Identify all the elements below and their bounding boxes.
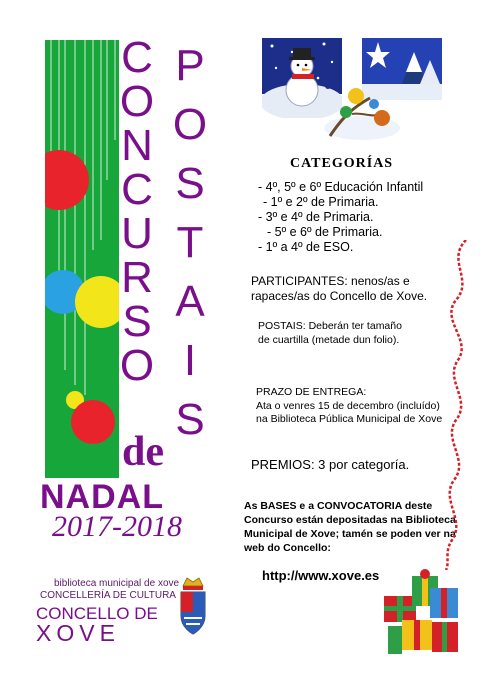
title-de: de <box>122 429 164 475</box>
postais-text <box>258 320 402 347</box>
title-letter: I <box>183 336 197 385</box>
bases-line: Concurso están depositadas na Biblioteca <box>244 514 456 526</box>
title-letter: A <box>175 277 205 326</box>
title-letter: S <box>175 395 205 444</box>
title-letter: R <box>121 253 153 302</box>
town-name: XOVE <box>36 620 120 646</box>
title-nadal: NADAL <box>40 478 164 516</box>
ribbon-decoration <box>436 240 478 575</box>
postais-line: de cuartilla (metade dun folio). <box>258 333 400 346</box>
deadline-line: na Biblioteca Pública Municipal de Xove <box>256 413 443 425</box>
title-letter: O <box>172 100 208 149</box>
title-letter: O <box>119 341 155 390</box>
list-item: - 5º e 6º de Primaria. <box>267 225 383 239</box>
list-item: - 4º, 5º e 6º Educación Infantil <box>258 180 424 194</box>
categories-title: CATEGORÍAS <box>290 156 394 171</box>
title-letter: C <box>121 165 153 214</box>
bases-line: web do Concello: <box>244 542 331 554</box>
title-letter: T <box>176 218 204 267</box>
deadline-text <box>256 386 442 427</box>
list-item: - 1º a 4º de ESO. <box>258 240 354 254</box>
library-name: biblioteca municipal de xove <box>54 578 180 589</box>
title-years: 2017-2018 <box>52 510 182 543</box>
participants-line: PARTICIPANTES: nenos/as e <box>251 274 410 288</box>
bases-line: As BASES e a CONVOCATORIA deste <box>244 500 433 512</box>
website-link[interactable]: http://www.xove.es <box>262 568 380 583</box>
participants-text <box>251 274 427 304</box>
bases-line: Municipal de Xove; tamén se poden ver na <box>244 528 456 540</box>
title-letter: S <box>175 159 205 208</box>
title-letter: O <box>119 77 155 126</box>
title-letter: S <box>122 297 152 346</box>
title-letter: U <box>121 209 153 258</box>
coat-of-arms-logo <box>178 576 208 645</box>
title-letter: C <box>121 33 153 82</box>
title-letter: N <box>121 121 153 170</box>
list-item: - 1º e 2º de Primaria. <box>263 195 379 209</box>
participants-line: rapaces/as do Concello de Xove. <box>251 289 428 303</box>
title-postais <box>170 36 210 449</box>
categories-list <box>255 180 423 255</box>
title-concurso <box>117 33 157 390</box>
deadline-line: PRAZO DE ENTREGA: <box>256 386 367 398</box>
council-name: CONCELLO DE <box>36 604 158 623</box>
bases-text <box>244 499 456 555</box>
prizes-text: PREMIOS: 3 por categoría. <box>251 457 410 472</box>
postais-line: POSTAIS: Deberán ter tamaño <box>258 320 402 332</box>
council-department: CONCELLERÍA DE CULTURA <box>40 590 176 601</box>
birds-clipart <box>322 78 400 145</box>
gift-boxes-clipart <box>382 566 460 665</box>
title-letter: P <box>175 41 205 90</box>
deadline-line: Ata o venres 15 de decembro (incluído) <box>256 399 440 412</box>
christmas-ornaments-illustration <box>45 40 119 478</box>
list-item: - 3º e 4º de Primaria. <box>258 210 374 224</box>
